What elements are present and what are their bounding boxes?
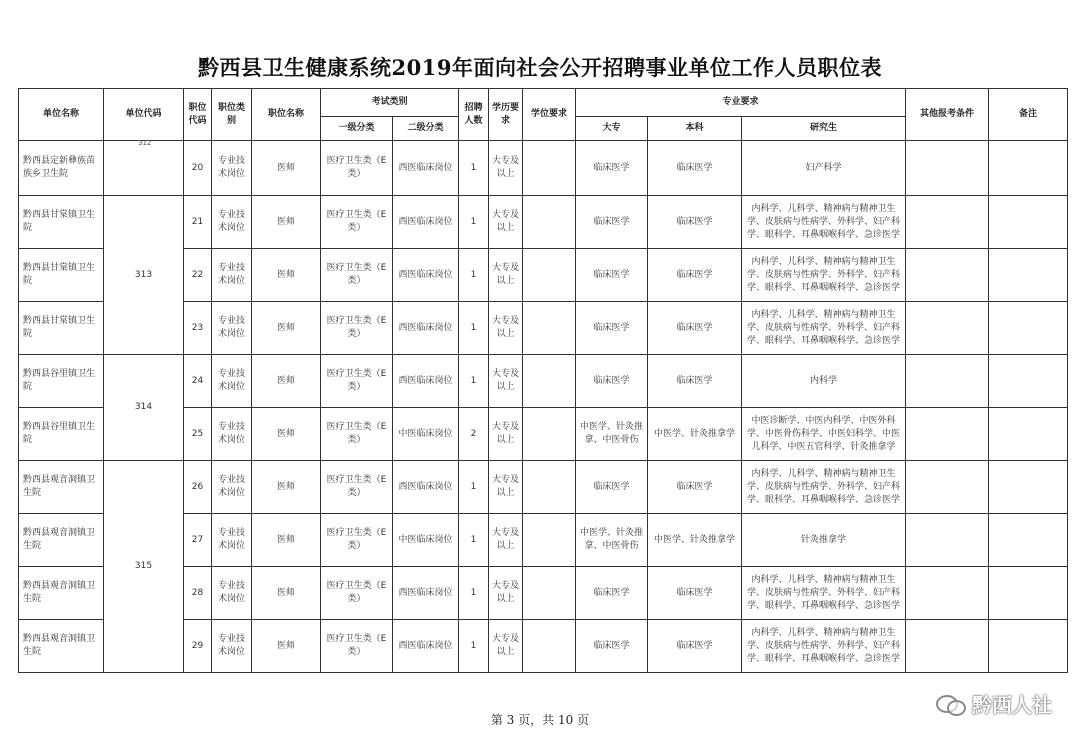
header-job-name: 职位名称 [252,89,321,141]
cell-exam2: 西医临床岗位 [393,249,459,302]
header-unit-code: 单位代码 [104,89,184,141]
cell-unit: 黔西县观音洞镇卫生院 [19,514,104,567]
header-job-code: 职位代码 [184,89,212,141]
cell-exam2: 西医临床岗位 [393,567,459,620]
cell-major-college: 临床医学 [576,196,648,249]
cell-degree [523,302,576,355]
cell-unit: 黔西县定新彝族苗族乡卫生院 [19,141,104,196]
cell-job: 医师 [252,620,321,673]
cell-education: 大专及以上 [489,620,523,673]
watermark [936,689,1052,718]
header-unit-name: 单位名称 [19,89,104,141]
cell-count: 2 [459,408,489,461]
cell-major-college: 临床医学 [576,141,648,196]
cell-unit: 黔西县谷里镇卫生院 [19,408,104,461]
cell-count: 1 [459,567,489,620]
header-major: 专业要求 [576,89,906,117]
cell-degree [523,141,576,196]
previous-unit-code-stub: 312 [138,139,152,147]
cell-unit-code: 315 [104,461,184,673]
cell-major-graduate: 内科学、儿科学、精神病与精神卫生学、皮肤病与性病学、外科学、妇产科学、眼科学、耳鼻咽喉科学、急诊医学 [742,249,906,302]
cell-job: 医师 [252,249,321,302]
cell-other [906,620,989,673]
cell-count: 1 [459,141,489,196]
cell-exam1: 医疗卫生类（E类） [321,620,393,673]
cell-exam2: 西医临床岗位 [393,620,459,673]
cell-major-college: 临床医学 [576,620,648,673]
cell-major-bachelor: 临床医学 [648,196,742,249]
header-major-graduate: 研究生 [742,117,906,141]
cell-education: 大专及以上 [489,141,523,196]
cell-major-graduate: 内科学、儿科学、精神病与精神卫生学、皮肤病与性病学、外科学、妇产科学、眼科学、耳鼻咽喉科学、急诊医学 [742,461,906,514]
cell-count: 1 [459,620,489,673]
cell-major-bachelor: 中医学、针灸推拿学 [648,514,742,567]
cell-exam2: 西医临床岗位 [393,196,459,249]
cell-education: 大专及以上 [489,567,523,620]
cell-remark [989,302,1068,355]
cell-remark [989,196,1068,249]
header-exam-type: 考试类别 [321,89,459,117]
cell-major-college: 临床医学 [576,249,648,302]
header-exam-level1: 一级分类 [321,117,393,141]
cell-category: 专业技术岗位 [212,355,252,408]
cell-major-bachelor: 临床医学 [648,141,742,196]
cell-major-graduate: 内科学、儿科学、精神病与精神卫生学、皮肤病与性病学、外科学、妇产科学、眼科学、耳鼻咽喉科学、急诊医学 [742,302,906,355]
cell-job-code: 27 [184,514,212,567]
cell-job: 医师 [252,567,321,620]
cell-category: 专业技术岗位 [212,408,252,461]
cell-count: 1 [459,355,489,408]
cell-job: 医师 [252,514,321,567]
header-major-college: 大专 [576,117,648,141]
table-row [19,355,1068,408]
cell-major-bachelor: 临床医学 [648,620,742,673]
cell-education: 大专及以上 [489,461,523,514]
cell-job: 医师 [252,141,321,196]
cell-education: 大专及以上 [489,302,523,355]
cell-job: 医师 [252,408,321,461]
cell-remark [989,408,1068,461]
cell-exam2: 西医临床岗位 [393,302,459,355]
cell-remark [989,141,1068,196]
cell-exam1: 医疗卫生类（E类） [321,302,393,355]
cell-category: 专业技术岗位 [212,567,252,620]
cell-job-code: 23 [184,302,212,355]
cell-count: 1 [459,196,489,249]
cell-unit: 黔西县甘棠镇卫生院 [19,302,104,355]
cell-degree [523,196,576,249]
wechat-icon [936,693,966,715]
header-remarks: 备注 [989,89,1068,141]
cell-other [906,355,989,408]
cell-other [906,567,989,620]
cell-major-graduate: 妇产科学 [742,141,906,196]
cell-education: 大专及以上 [489,196,523,249]
cell-exam1: 医疗卫生类（E类） [321,461,393,514]
cell-education: 大专及以上 [489,514,523,567]
cell-remark [989,355,1068,408]
cell-exam1: 医疗卫生类（E类） [321,196,393,249]
cell-job: 医师 [252,196,321,249]
cell-job-code: 21 [184,196,212,249]
cell-unit: 黔西县观音洞镇卫生院 [19,620,104,673]
cell-unit: 黔西县观音洞镇卫生院 [19,567,104,620]
header-education: 学历要求 [489,89,523,141]
cell-degree [523,355,576,408]
cell-category: 专业技术岗位 [212,514,252,567]
cell-job-code: 20 [184,141,212,196]
cell-major-bachelor: 临床医学 [648,567,742,620]
cell-other [906,302,989,355]
header-major-bachelor: 本科 [648,117,742,141]
cell-major-college: 临床医学 [576,461,648,514]
cell-major-college: 中医学、针灸推拿、中医骨伤 [576,514,648,567]
cell-count: 1 [459,514,489,567]
table-row [19,196,1068,249]
cell-major-bachelor: 临床医学 [648,249,742,302]
cell-exam2: 西医临床岗位 [393,461,459,514]
cell-category: 专业技术岗位 [212,249,252,302]
cell-other [906,196,989,249]
cell-unit: 黔西县甘棠镇卫生院 [19,249,104,302]
cell-other [906,141,989,196]
cell-education: 大专及以上 [489,249,523,302]
header-row [19,89,1068,117]
cell-category: 专业技术岗位 [212,141,252,196]
cell-category: 专业技术岗位 [212,196,252,249]
cell-major-bachelor: 临床医学 [648,461,742,514]
cell-major-bachelor: 中医学、针灸推拿学 [648,408,742,461]
cell-exam1: 医疗卫生类（E类） [321,249,393,302]
table-row [19,141,1068,196]
cell-job-code: 29 [184,620,212,673]
cell-degree [523,408,576,461]
cell-unit-code: 313 [104,196,184,355]
cell-other [906,408,989,461]
cell-job: 医师 [252,302,321,355]
cell-major-graduate: 中医诊断学、中医内科学、中医外科学、中医骨伤科学、中医妇科学、中医儿科学、中医五官科学、针灸推拿学 [742,408,906,461]
cell-count: 1 [459,461,489,514]
cell-exam2: 西医临床岗位 [393,141,459,196]
cell-exam2: 中医临床岗位 [393,514,459,567]
cell-exam1: 医疗卫生类（E类） [321,141,393,196]
header-degree: 学位要求 [523,89,576,141]
cell-remark [989,620,1068,673]
cell-major-bachelor: 临床医学 [648,302,742,355]
cell-major-graduate: 内科学、儿科学、精神病与精神卫生学、皮肤病与性病学、外科学、妇产科学、眼科学、耳鼻咽喉科学、急诊医学 [742,196,906,249]
cell-unit: 黔西县甘棠镇卫生院 [19,196,104,249]
cell-count: 1 [459,249,489,302]
cell-degree [523,514,576,567]
cell-major-bachelor: 临床医学 [648,355,742,408]
cell-major-graduate: 内科学、儿科学、精神病与精神卫生学、皮肤病与性病学、外科学、妇产科学、眼科学、耳鼻咽喉科学、急诊医学 [742,567,906,620]
cell-major-college: 临床医学 [576,302,648,355]
cell-exam1: 医疗卫生类（E类） [321,408,393,461]
cell-job: 医师 [252,355,321,408]
header-recruit-count: 招聘人数 [459,89,489,141]
cell-other [906,461,989,514]
cell-remark [989,249,1068,302]
cell-education: 大专及以上 [489,408,523,461]
cell-degree [523,567,576,620]
cell-exam1: 医疗卫生类（E类） [321,567,393,620]
cell-degree [523,620,576,673]
cell-major-graduate: 针灸推拿学 [742,514,906,567]
cell-major-college: 临床医学 [576,355,648,408]
job-table [18,88,1068,673]
header-exam-level2: 二级分类 [393,117,459,141]
header-job-category: 职位类别 [212,89,252,141]
cell-major-graduate: 内科学 [742,355,906,408]
cell-other [906,514,989,567]
cell-unit: 黔西县谷里镇卫生院 [19,355,104,408]
cell-job: 医师 [252,461,321,514]
cell-category: 专业技术岗位 [212,620,252,673]
cell-unit: 黔西县观音洞镇卫生院 [19,461,104,514]
cell-job-code: 26 [184,461,212,514]
cell-exam2: 西医临床岗位 [393,355,459,408]
cell-category: 专业技术岗位 [212,461,252,514]
cell-degree [523,461,576,514]
cell-job-code: 22 [184,249,212,302]
header-other: 其他报考条件 [906,89,989,141]
cell-degree [523,249,576,302]
cell-count: 1 [459,302,489,355]
cell-major-college: 临床医学 [576,567,648,620]
cell-unit-code: 314 [104,355,184,461]
cell-job-code: 28 [184,567,212,620]
cell-education: 大专及以上 [489,355,523,408]
cell-exam1: 医疗卫生类（E类） [321,355,393,408]
cell-job-code: 25 [184,408,212,461]
cell-category: 专业技术岗位 [212,302,252,355]
cell-major-college: 中医学、针灸推拿、中医骨伤 [576,408,648,461]
cell-remark [989,567,1068,620]
cell-remark [989,461,1068,514]
watermark-text: 黔西人社 [972,693,1052,717]
table-row [19,461,1068,514]
page-number: 第 3 页，共 10 页 [490,713,590,727]
cell-major-graduate: 内科学、儿科学、精神病与精神卫生学、皮肤病与性病学、外科学、妇产科学、眼科学、耳鼻咽喉科学、急诊医学 [742,620,906,673]
page-title: 黔西县卫生健康系统2019年面向社会公开招聘事业单位工作人员职位表 [198,55,882,80]
cell-remark [989,514,1068,567]
cell-exam2: 中医临床岗位 [393,408,459,461]
cell-unit-code [104,141,184,196]
cell-other [906,249,989,302]
cell-exam1: 医疗卫生类（E类） [321,514,393,567]
cell-job-code: 24 [184,355,212,408]
